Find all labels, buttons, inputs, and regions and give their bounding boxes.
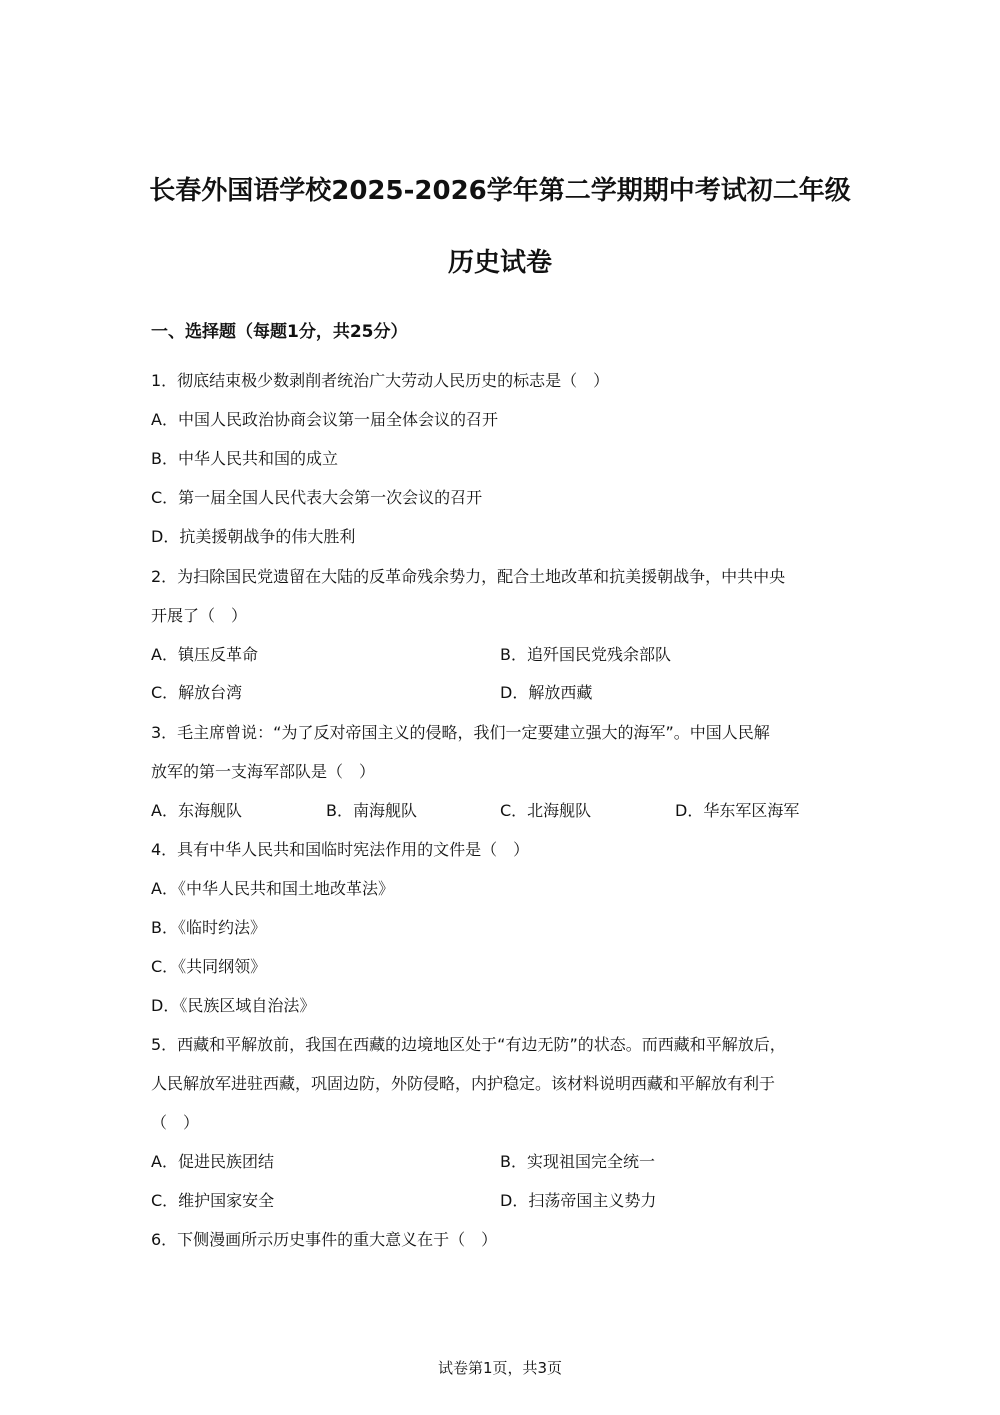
question-1-option-b: B．中华人民共和国的成立 — [151, 449, 338, 468]
question-4-option-b: B．《临时约法》 — [151, 918, 266, 937]
exam-title-line2: 历史试卷 — [447, 248, 552, 278]
question-1-option-d: D．抗美援朝战争的伟大胜利 — [151, 527, 356, 546]
question-5-stem-line3: （ ） — [151, 1113, 200, 1132]
question-3-stem-line2: 放军的第一支海军部队是（ ） — [151, 762, 376, 781]
question-5-option-c: C．维护国家安全 — [151, 1191, 275, 1210]
exam-title-line1: 长春外国语学校2025-2026学年第二学期期中考试初二年级 — [149, 176, 851, 206]
question-2-option-c: C．解放台湾 — [151, 683, 243, 702]
question-2-stem-line2: 开展了（ ） — [151, 606, 248, 625]
question-5-option-b: B．实现祖国完全统一 — [500, 1152, 655, 1171]
question-3-option-d: D．华东军区海军 — [675, 801, 800, 820]
question-3-option-c: C．北海舰队 — [500, 801, 592, 820]
question-1-stem: 1．彻底结束极少数剥削者统治广大劳动人民历史的标志是（ ） — [151, 371, 610, 390]
question-2-option-a: A．镇压反革命 — [151, 645, 258, 664]
question-2-option-d: D．解放西藏 — [500, 683, 593, 702]
page-footer: 试卷第1页，共3页 — [437, 1359, 563, 1377]
question-1-option-a: A．中国人民政治协商会议第一届全体会议的召开 — [151, 410, 498, 429]
question-4-option-d: D．《民族区域自治法》 — [151, 996, 316, 1015]
section-heading: 一、选择题（每题1分，共25分） — [151, 322, 408, 342]
question-5-stem-line1: 5．西藏和平解放前，我国在西藏的边境地区处于“有边无防”的状态。而西藏和平解放后， — [151, 1035, 786, 1054]
question-1-option-c: C．第一届全国人民代表大会第一次会议的召开 — [151, 488, 483, 507]
question-3-option-b: B．南海舰队 — [326, 801, 417, 820]
question-4-stem: 4．具有中华人民共和国临时宪法作用的文件是（ ） — [151, 840, 530, 859]
question-2-stem-line1: 2．为扫除国民党遗留在大陆的反革命残余势力，配合土地改革和抗美援朝战争，中共中央 — [151, 567, 786, 586]
question-5-option-d: D．扫荡帝国主义势力 — [500, 1191, 657, 1210]
question-4-option-a: A．《中华人民共和国土地改革法》 — [151, 879, 394, 898]
question-6-stem: 6．下侧漫画所示历史事件的重大意义在于（ ） — [151, 1230, 498, 1249]
question-5-stem-line2: 人民解放军进驻西藏，巩固边防，外防侵略，内护稳定。该材料说明西藏和平解放有利于 — [151, 1074, 776, 1093]
question-5-option-a: A．促进民族团结 — [151, 1152, 274, 1171]
question-2-option-b: B．追歼国民党残余部队 — [500, 645, 671, 664]
question-3-stem-line1: 3．毛主席曾说：“为了反对帝国主义的侵略，我们一定要建立强大的海军”。中国人民解 — [151, 723, 770, 742]
question-4-option-c: C．《共同纲领》 — [151, 957, 267, 976]
question-3-option-a: A．东海舰队 — [151, 801, 242, 820]
